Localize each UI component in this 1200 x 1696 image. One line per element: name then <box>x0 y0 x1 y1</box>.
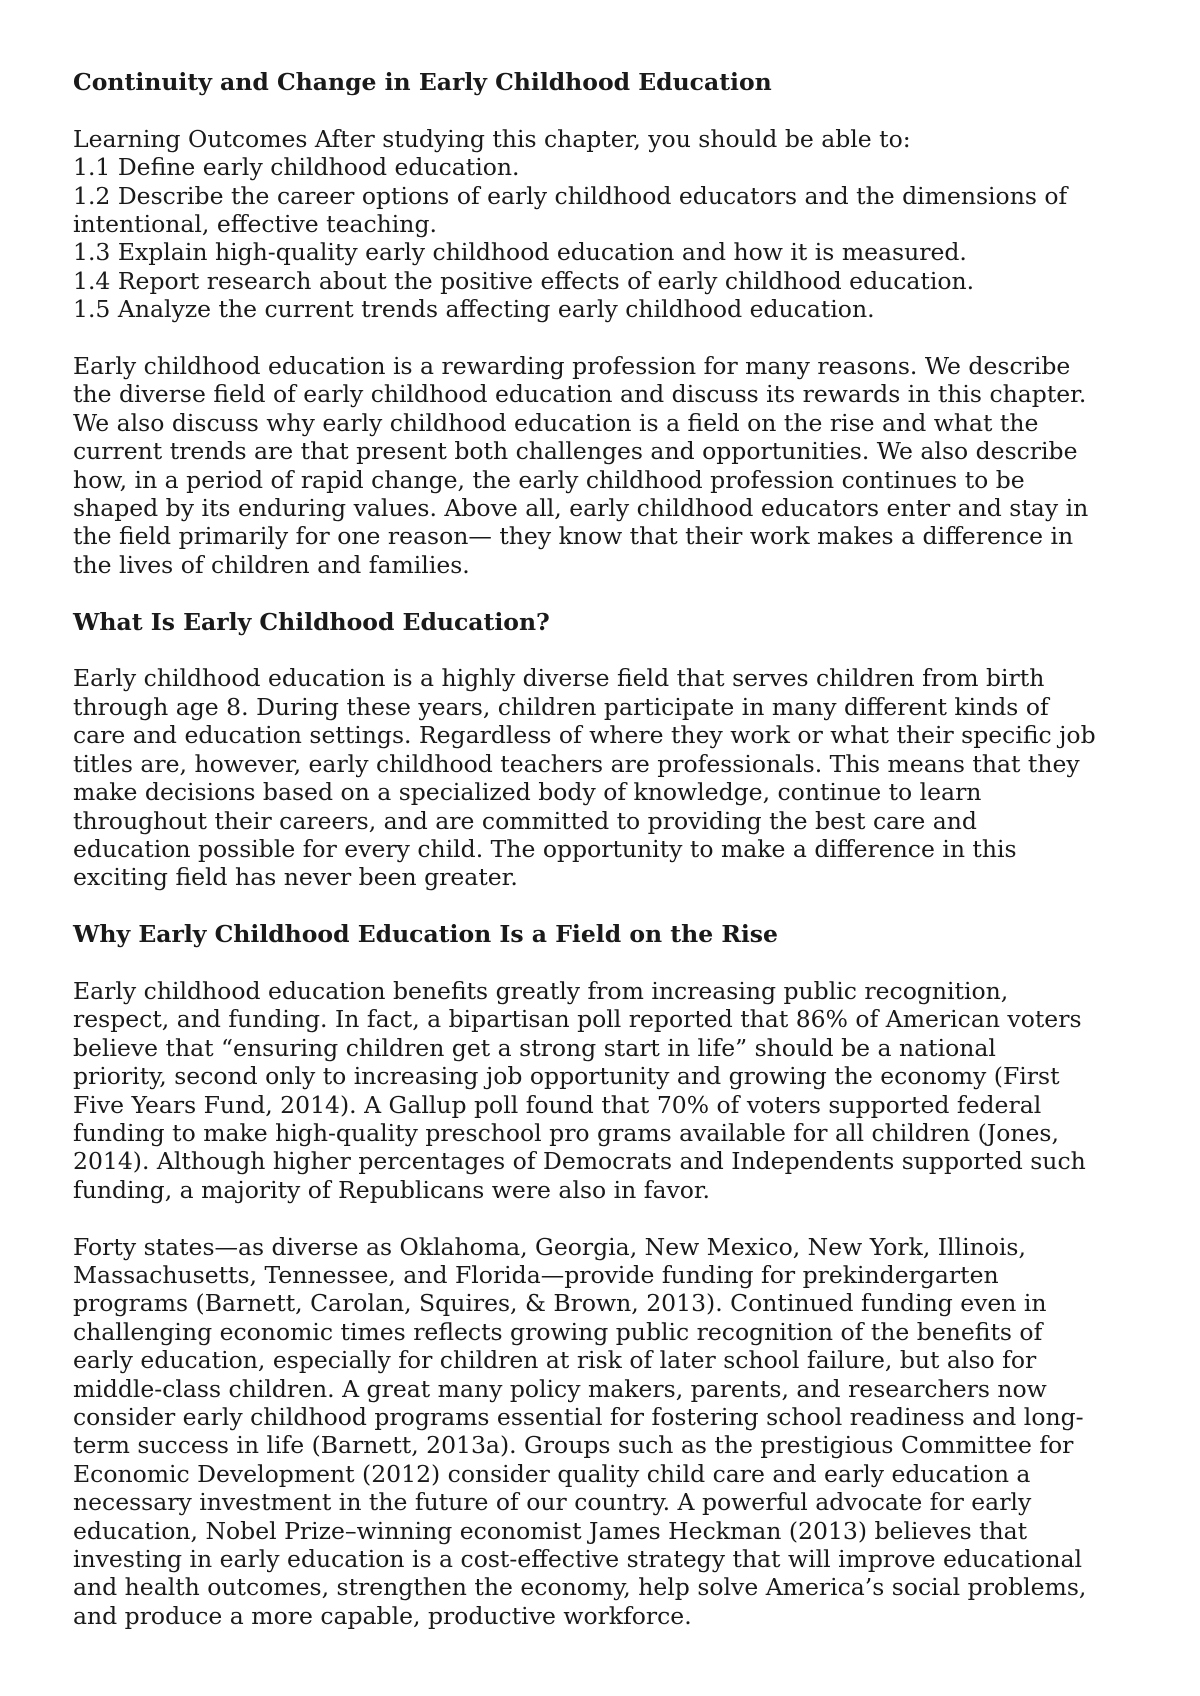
spacer <box>73 579 1143 607</box>
spacer <box>73 892 1143 920</box>
paragraph-line: necessary investment in the future of our country. A powerful advocate for early <box>73 1488 1032 1517</box>
section-heading-what-is: What Is Early Childhood Education? <box>73 607 550 636</box>
paragraph-line: care and education settings. Regardless of where they work or what their specific job <box>73 721 1096 750</box>
paragraph-line: funding to make high-quality preschool pro grams available for all children (Jones, <box>73 1118 1059 1147</box>
paragraph-line: current trends are that present both challenges and opportunities. We also describe <box>73 437 1078 466</box>
paragraph-line: middle-class children. A great many policy makers, parents, and researchers now <box>73 1374 1047 1403</box>
intro-paragraph <box>73 352 1143 579</box>
paragraph-line: make decisions based on a specialized body of knowledge, continue to learn <box>73 778 982 807</box>
paragraph-line: through age 8. During these years, children participate in many different kinds of <box>73 692 1049 721</box>
outcome-item: 1.3 Explain high-quality early childhood education and how it is measured. <box>73 238 967 267</box>
paragraph-line: how, in a period of rapid change, the early childhood profession continues to be <box>73 465 1025 494</box>
paragraph-line: and produce a more capable, productive workforce. <box>73 1601 692 1630</box>
section1-paragraph <box>73 664 1143 891</box>
paragraph-line: the diverse field of early childhood education and discuss its rewards in this chapter. <box>73 380 1087 409</box>
outcome-item: intentional, effective teaching. <box>73 210 437 239</box>
spacer <box>73 636 1143 664</box>
paragraph-line: education possible for every child. The opportunity to make a difference in this <box>73 834 1017 863</box>
paragraph-line: Massachusetts, Tennessee, and Florida—provide funding for prekindergarten <box>73 1260 999 1289</box>
paragraph-line: term success in life (Barnett, 2013a). Groups such as the prestigious Committee for <box>73 1431 1074 1460</box>
outcomes-intro: Learning Outcomes After studying this chapter, you should be able to: <box>73 124 911 153</box>
paragraph-line: exciting field has never been greater. <box>73 863 518 892</box>
learning-outcomes <box>73 125 1143 324</box>
outcome-item: 1.2 Describe the career options of early childhood educators and the dimensions of <box>73 181 1068 210</box>
paragraph-line: the lives of children and families. <box>73 550 470 579</box>
section-heading-on-the-rise: Why Early Childhood Education Is a Field on the Rise <box>73 920 778 949</box>
document-title: Continuity and Change in Early Childhood Education <box>73 68 772 96</box>
outcome-item: 1.1 Define early childhood education. <box>73 153 520 182</box>
spacer <box>73 949 1143 977</box>
paragraph-line: the field primarily for one reason— they know that their work makes a difference in <box>73 522 1074 551</box>
paragraph-line: 2014). Although higher percentages of Democrats and Independents supported such <box>73 1147 1086 1176</box>
section2-paragraph1 <box>73 977 1143 1204</box>
paragraph-line: We also discuss why early childhood education is a field on the rise and what the <box>73 408 1039 437</box>
paragraph-line: shaped by its enduring values. Above all, early childhood educators enter and stay in <box>73 494 1089 523</box>
paragraph-line: priority, second only to increasing job opportunity and growing the economy (First <box>73 1062 1060 1091</box>
paragraph-line: Forty states—as diverse as Oklahoma, Georgia, New Mexico, New York, Illinois, <box>73 1232 1026 1261</box>
paragraph-line: early education, especially for children at risk of later school failure, but also for <box>73 1346 1037 1375</box>
paragraph-line: and health outcomes, strengthen the economy, help solve America’s social problems, <box>73 1573 1087 1602</box>
paragraph-line: investing in early education is a cost-effective strategy that will improve educational <box>73 1545 1082 1574</box>
paragraph-line: Economic Development (2012) consider quality child care and early education a <box>73 1459 1031 1488</box>
paragraph-line: throughout their careers, and are committed to providing the best care and <box>73 806 977 835</box>
paragraph-line: education, Nobel Prize–winning economist James Heckman (2013) believes that <box>73 1516 1028 1545</box>
paragraph-line: titles are, however, early childhood teachers are professionals. This means that they <box>73 749 1080 778</box>
paragraph-line: consider early childhood programs essential for fostering school readiness and long- <box>73 1402 1084 1431</box>
section2-paragraph2 <box>73 1233 1143 1631</box>
paragraph-line: respect, and funding. In fact, a bipartisan poll reported that 86% of American voters <box>73 1005 1082 1034</box>
paragraph-line: challenging economic times reflects growing public recognition of the benefits of <box>73 1317 1043 1346</box>
spacer <box>73 1204 1143 1232</box>
paragraph-line: programs (Barnett, Carolan, Squires, & Brown, 2013). Continued funding even in <box>73 1289 1047 1318</box>
paragraph-line: funding, a majority of Republicans were also in favor. <box>73 1175 711 1204</box>
spacer <box>73 96 1143 124</box>
paragraph-line: Five Years Fund, 2014). A Gallup poll found that 70% of voters supported federal <box>73 1090 1042 1119</box>
paragraph-line: Early childhood education is a rewarding profession for many reasons. We describe <box>73 352 1071 381</box>
spacer <box>73 324 1143 352</box>
document-page <box>73 68 1143 1630</box>
paragraph-line: believe that “ensuring children get a strong start in life” should be a national <box>73 1033 996 1062</box>
outcome-item: 1.5 Analyze the current trends affecting early childhood education. <box>73 295 875 324</box>
paragraph-line: Early childhood education benefits greatly from increasing public recognition, <box>73 976 1009 1005</box>
paragraph-line: Early childhood education is a highly diverse field that serves children from birth <box>73 664 1045 693</box>
outcome-item: 1.4 Report research about the positive effects of early childhood education. <box>73 266 975 295</box>
